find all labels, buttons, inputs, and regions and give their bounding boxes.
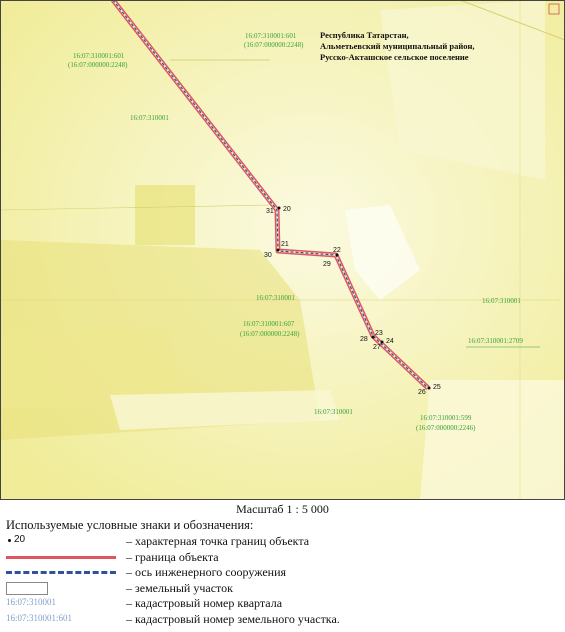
point-sample: 20 [14, 534, 26, 545]
point-label: 20 [283, 206, 291, 213]
legend-text: – земельный участок [126, 580, 233, 595]
parcel-number: 16:07:310001:2709 [468, 337, 523, 345]
legend-text: – кадастровый номер земельного участка. [126, 611, 340, 626]
point-dot-icon [8, 539, 11, 542]
point-label: 31 [266, 208, 274, 215]
legend-text: – ось инженерного сооружения [126, 565, 287, 579]
legend [6, 534, 561, 627]
point-marker [428, 387, 431, 390]
point-marker [381, 341, 384, 344]
parcel-sample: 16:07:310001:601 [6, 612, 73, 623]
point-label: 23 [375, 330, 383, 337]
legend-item [6, 534, 561, 550]
point-label: 21 [281, 241, 289, 248]
point-label: 30 [264, 252, 272, 259]
region-line: Республика Татарстан, [320, 30, 409, 40]
legend-text: – граница объекта [126, 549, 219, 564]
legend-symbol-quarter [6, 596, 116, 611]
quarter-number: 16:07:310001 [130, 114, 169, 122]
parcel-number: (16:07:000000:2246) [416, 424, 476, 432]
legend-item [6, 581, 561, 597]
point-label: 26 [418, 389, 426, 396]
legend-symbol-blue-dash [6, 565, 116, 580]
legend-item [6, 565, 561, 581]
quarter-number: 16:07:310001 [314, 408, 353, 416]
point-label: 29 [323, 261, 331, 268]
point-label: 28 [360, 336, 368, 343]
terrain-patch [420, 380, 565, 500]
point-marker [277, 249, 280, 252]
parcel-number: 16:07:310001:601 [245, 32, 297, 40]
legend-item [6, 612, 561, 628]
parcel-number: 16:07:310001:599 [420, 414, 472, 422]
blue-dash-icon [6, 571, 116, 574]
legend-text: – характерная точка границ объекта [126, 534, 310, 548]
quarter-number: 16:07:310001 [256, 294, 295, 302]
legend-item [6, 550, 561, 566]
legend-symbol-point [6, 534, 116, 549]
point-label: 27 [373, 344, 381, 351]
legend-symbol-box [6, 581, 116, 596]
parcel-number: 16:07:310001:607 [243, 320, 295, 328]
parcel-number: 16:07:310001:601 [73, 52, 125, 60]
point-label: 25 [433, 384, 441, 391]
parcel-number: (16:07:000000:2248) [240, 330, 300, 338]
region-line: Русско-Акташское сельское поселение [320, 52, 469, 62]
terrain-patch [135, 185, 195, 245]
point-label: 22 [333, 247, 341, 254]
legend-text: – кадастровый номер квартала [126, 596, 283, 610]
map-scale: Масштаб 1 : 5 000 [236, 502, 329, 516]
parcel-number: (16:07:000000:2248) [244, 41, 304, 49]
parcel-box-icon [6, 582, 48, 595]
point-label: 24 [386, 338, 394, 345]
legend-item [6, 596, 561, 612]
legend-title: Используемые условные знаки и обозначения: [6, 518, 254, 532]
legend-symbol-parcel [6, 612, 116, 627]
quarter-sample: 16:07:310001 [6, 597, 57, 607]
red-line-icon [6, 556, 116, 559]
parcel-number: (16:07:000000:2248) [68, 61, 128, 69]
region-line: Альметьевский муниципальный район, [320, 41, 475, 51]
point-marker [278, 207, 281, 210]
legend-symbol-red-line [6, 550, 116, 565]
quarter-number: 16:07:310001 [482, 297, 521, 305]
